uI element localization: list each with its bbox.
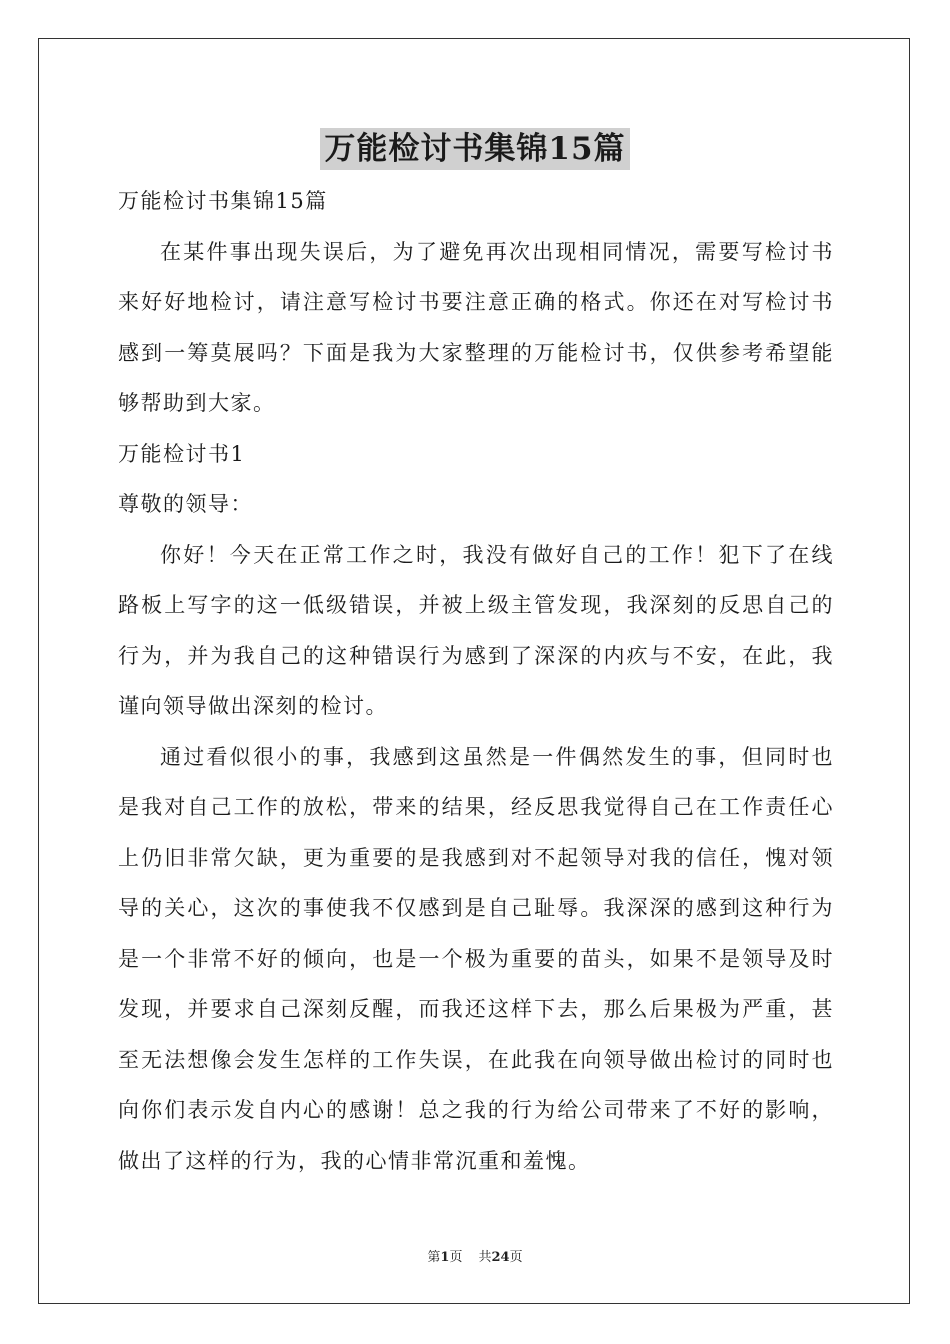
total-suffix: 页: [509, 1250, 523, 1265]
section-heading: 万能检讨书1: [118, 441, 246, 466]
body-paragraph: 通过看似很小的事，我感到这虽然是一件偶然发生的事，但同时也是我对自己工作的放松，带来的结果，经反思我觉得自己在工作责任心上仍旧非常欠缺，更为重要的是我感到对不起领导对我的信任，愧对领导的关心，这次的事使我不仅感到是自己耻辱。我深深的感到这种行为是一个非常不好的倾向，也是一个极为重要的苗头，如果不是领导及时发现，并要求自己深刻反醒，而我还这样下去，那么后果极为严重，甚至无法想像会发生怎样的工作失误，在此我在向领导做出检讨的同时也向你们表示发自内心的感谢！总之我的行为给公司带来了不好的影响，做出了这样的行为，我的心情非常沉重和羞愧。: [118, 744, 834, 1173]
body-paragraph: 你好！今天在正常工作之时，我没有做好自己的工作！犯下了在线路板上写字的这一低级错误，并被上级主管发现，我深刻的反思自己的行为，并为我自己的这种错误行为感到了深深的内疚与不安，在此，我谨向领导做出深刻的检讨。: [118, 542, 834, 718]
salutation: 尊敬的领导：: [118, 492, 253, 516]
total-prefix: 共: [478, 1250, 492, 1265]
title-container: [0, 128, 950, 170]
page-suffix: 页: [449, 1250, 463, 1265]
document-body: [118, 176, 834, 1186]
document-title: 万能检讨书集锦15篇: [320, 128, 629, 170]
page-prefix: 第: [427, 1250, 441, 1265]
intro-paragraph: 在某件事出现失误后，为了避免再次出现相同情况，需要写检讨书来好好地检讨，请注意写检讨书要注意正确的格式。你还在对写检讨书感到一筹莫展吗？下面是我为大家整理的万能检讨书，仅供参考希望能够帮助到大家。: [118, 239, 834, 415]
page-number: 1: [440, 1250, 450, 1265]
subtitle: 万能检讨书集锦15篇: [118, 189, 328, 213]
total-pages: 24: [491, 1250, 510, 1265]
page-footer: [0, 1246, 950, 1265]
